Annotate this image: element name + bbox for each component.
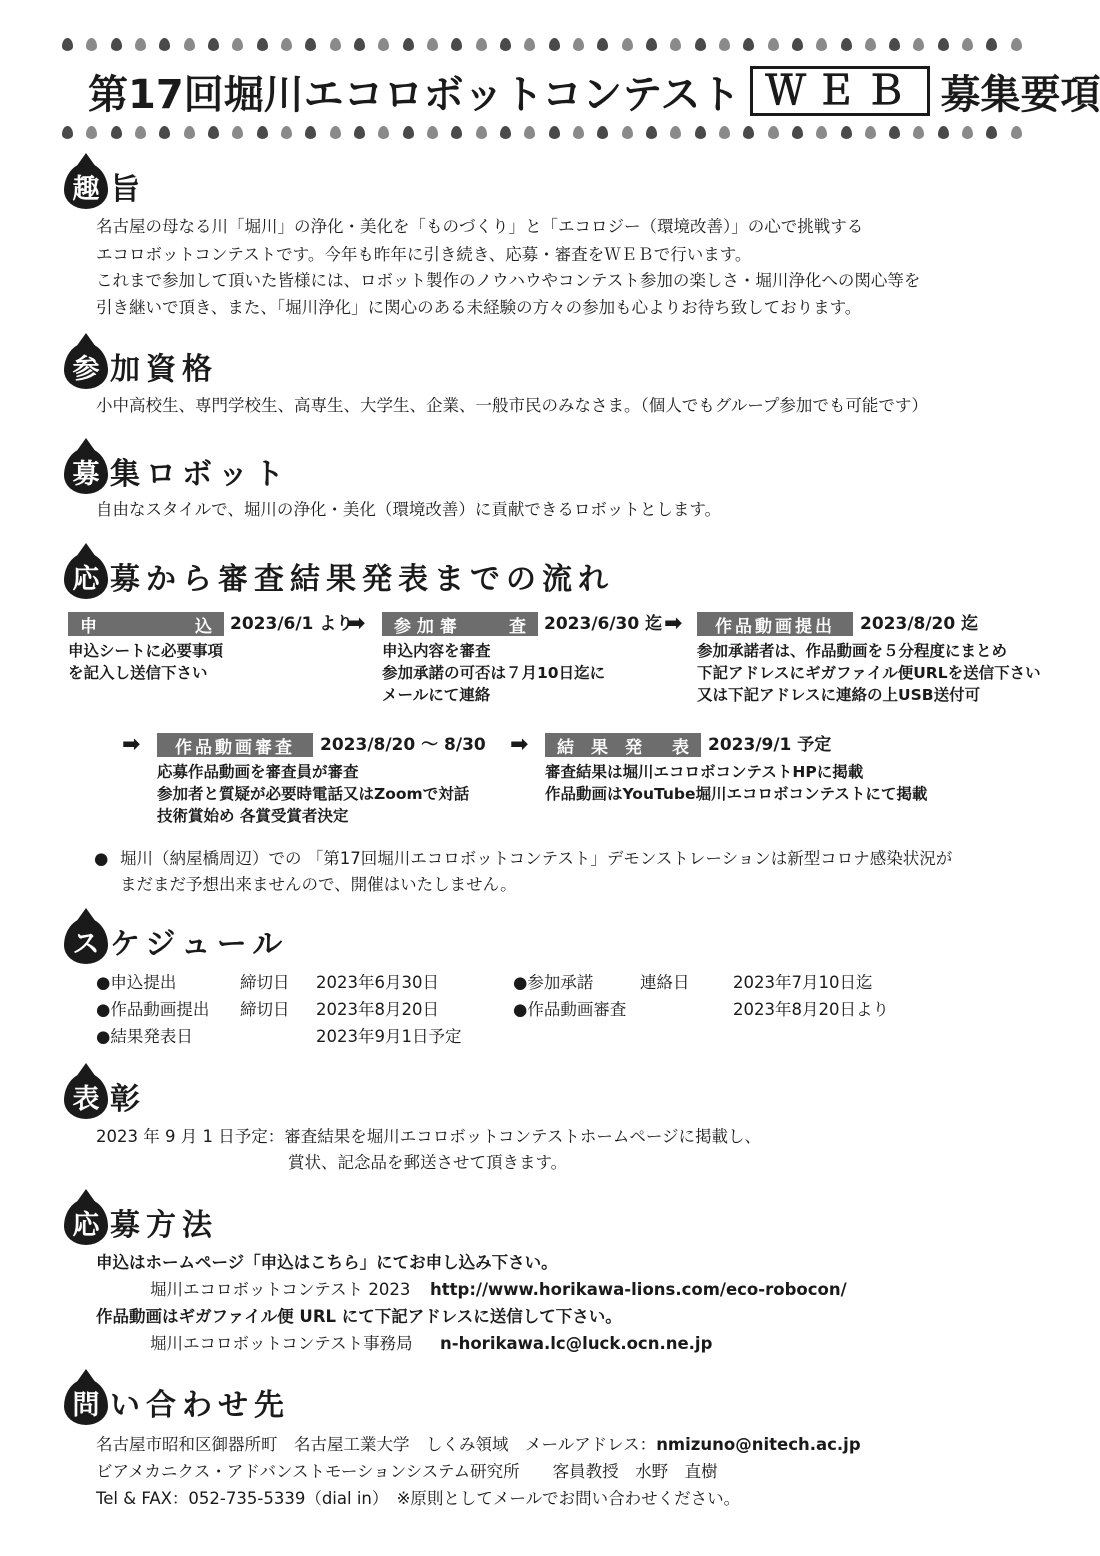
dot-ornament	[305, 126, 316, 139]
dot-ornament	[986, 126, 997, 139]
dot-ornament	[695, 38, 706, 51]
step-apply-line-1: 申込シートに必要事項	[68, 642, 224, 660]
dot-ornament	[208, 38, 219, 51]
dot-ornament	[549, 38, 560, 51]
dot-ornament	[719, 38, 730, 51]
dot-ornament	[573, 126, 584, 139]
dot-ornament	[913, 38, 924, 51]
section-heading-flow: 応 募から審査結果発表までの流れ	[64, 550, 614, 602]
method-office-name: 堀川エコロボットコンテスト事務局	[150, 1334, 413, 1353]
dot-ornament	[938, 38, 949, 51]
award-line-1: 2023 年 9 月 1 日予定：審査結果を堀川エコロボットコンテストホームページに掲載し、	[96, 1127, 762, 1146]
section-heading-purpose: 趣 旨	[64, 160, 146, 212]
drop-icon: 表	[64, 1073, 108, 1119]
dot-ornament	[257, 38, 268, 51]
title-web-box: ＷＥＢ	[750, 66, 930, 116]
robot-text: 自由なスタイルで、堀川の浄化・美化（環境改善）に貢献できるロボットとします。	[96, 500, 722, 519]
page-title	[88, 62, 1100, 120]
title-main: 第17回堀川エコロボットコンテスト	[88, 71, 741, 118]
dot-ornament	[889, 38, 900, 51]
step-submit-line-1: 参加承諾者は、作品動画を５分程度にまとめ	[697, 642, 1008, 660]
section-heading-award: 表 彰	[64, 1070, 146, 1122]
schedule-date: 2023年6月30日	[316, 973, 439, 992]
dot-ornament	[500, 126, 511, 139]
step-date-video-submit: 2023/8/20 迄	[860, 614, 979, 634]
dot-ornament	[865, 126, 876, 139]
arrow-icon: ➡	[347, 611, 366, 636]
dot-ornament	[111, 38, 122, 51]
dot-ornament	[841, 126, 852, 139]
dot-ornament	[743, 126, 754, 139]
dot-ornament	[86, 126, 97, 139]
dot-ornament	[257, 126, 268, 139]
step-date-apply: 2023/6/1 より	[230, 614, 354, 634]
dot-ornament	[768, 38, 779, 51]
dot-ornament	[816, 38, 827, 51]
drop-icon: ス	[64, 918, 108, 964]
method-line-2: 作品動画はギガファイル便 URL にて下記アドレスに送信して下さい。	[96, 1307, 622, 1326]
drop-icon: 問	[64, 1379, 108, 1425]
dot-ornament	[305, 38, 316, 51]
purpose-line-1: 名古屋の母なる川「堀川」の浄化・美化を「ものづくり」と「エコロジー（環境改善）」の心で挑戦する	[96, 217, 864, 236]
dot-ornament	[962, 126, 973, 139]
step-bar-video-submit: 作品動画提出	[697, 612, 853, 636]
dot-ornament	[719, 126, 730, 139]
step-bar-video-review: 作品動画審査	[157, 733, 313, 757]
eligibility-text: 小中高校生、専門学校生、高専生、大学生、企業、一般市民のみなさま。（個人でもグループ参加でも可能です）	[96, 396, 928, 415]
dot-ornament	[232, 38, 243, 51]
dot-ornament	[232, 126, 243, 139]
dot-ornament	[865, 38, 876, 51]
title-suffix: 募集要項	[940, 71, 1100, 118]
dot-ornament	[889, 126, 900, 139]
dot-ornament	[159, 38, 170, 51]
contact-line-1: 名古屋市昭和区御器所町 名古屋工業大学 しくみ領域 メールアドレス：nmizuno@nitech.ac.jp	[96, 1435, 861, 1454]
dot-ornament	[354, 126, 365, 139]
dot-ornament	[184, 126, 195, 139]
step-apply-line-2: を記入し送信下さい	[68, 664, 208, 682]
dot-ornament	[451, 38, 462, 51]
dot-ornament	[646, 126, 657, 139]
dot-ornament	[354, 38, 365, 51]
dot-ornament	[597, 38, 608, 51]
step-bar-results: 結 果 発 表	[545, 733, 701, 757]
step-date-video-review: 2023/8/20 ～ 8/30	[320, 735, 486, 755]
step-bar-review: 参 加 審 査	[382, 612, 538, 636]
dot-ornament	[208, 126, 219, 139]
dot-ornament	[597, 126, 608, 139]
dot-ornament	[281, 38, 292, 51]
drop-icon: 応	[64, 553, 108, 599]
step-bar-apply: 申 込	[68, 612, 224, 636]
dot-ornament	[184, 38, 195, 51]
step-submit-line-3: 又は下記アドレスに連絡の上USB送付可	[697, 686, 981, 704]
method-email-link[interactable]: n-horikawa.lc@luck.ocn.ne.jp	[440, 1334, 713, 1353]
dot-ornament	[792, 126, 803, 139]
dot-ornament	[1011, 126, 1022, 139]
dot-ornament	[111, 126, 122, 139]
dot-ornament	[476, 126, 487, 139]
dot-ornament	[646, 38, 657, 51]
drop-icon: 趣	[64, 163, 108, 209]
award-line-2: 賞状、記念品を郵送させて頂きます。	[288, 1153, 568, 1172]
drop-icon: 参	[64, 343, 108, 389]
step-submit-line-2: 下記アドレスにギガファイル便URLを送信下さい	[697, 664, 1041, 682]
step-results-line-2: 作品動画はYouTube堀川エコロボコンテストにて掲載	[545, 785, 928, 803]
contact-line-3: Tel & FAX：052-735-5339（dial in） ※原則としてメールでお問い合わせください。	[96, 1489, 741, 1508]
schedule-date: 2023年8月20日	[316, 1000, 439, 1019]
dot-ornament	[841, 38, 852, 51]
dot-ornament	[330, 38, 341, 51]
dot-ornament	[403, 126, 414, 139]
arrow-icon: ➡	[664, 611, 683, 636]
dot-ornament	[792, 38, 803, 51]
dot-ornament	[451, 126, 462, 139]
dot-ornament	[549, 126, 560, 139]
dot-ornament	[670, 126, 681, 139]
notice-bullet-icon: ●	[94, 849, 109, 868]
dot-ornament	[378, 126, 389, 139]
purpose-line-4: 引き継いで頂き、また、「堀川浄化」に関心のある未経験の方々の参加も心よりお待ち致しております。	[96, 298, 862, 317]
section-heading-method: 応 募方法	[64, 1196, 218, 1248]
drop-icon: 応	[64, 1199, 108, 1245]
arrow-icon: ➡	[122, 732, 141, 757]
schedule-kind: 締切日	[240, 1000, 290, 1019]
method-site-name: 堀川エコロボットコンテスト 2023	[150, 1280, 411, 1299]
dot-ornament	[330, 126, 341, 139]
notice-line-2: まだまだ予想出来ませんので、開催はいたしません。	[120, 875, 517, 894]
schedule-item: ●申込提出	[96, 973, 177, 992]
step-review-line-1: 申込内容を審査	[382, 642, 491, 660]
dot-ornament	[816, 126, 827, 139]
dot-ornament	[476, 38, 487, 51]
dot-ornament	[622, 126, 633, 139]
step-vreview-line-3: 技術賞始め 各賞受賞者決定	[157, 807, 349, 825]
schedule-kind: 締切日	[240, 973, 290, 992]
schedule-item: ●結果発表日	[96, 1027, 193, 1046]
schedule-item: ●参加承諾	[513, 973, 594, 992]
schedule-date: 2023年8月20日より	[733, 1000, 889, 1019]
section-heading-schedule: ス ケジュール	[64, 915, 288, 967]
section-heading-robot: 募 集ロボット	[64, 445, 290, 497]
purpose-line-2: エコロボットコンテストです。今年も昨年に引き続き、応募・審査をＷＥＢで行います。	[96, 245, 752, 264]
dot-ornament	[427, 126, 438, 139]
step-vreview-line-2: 参加者と質疑が必要時電話又はZoomで対話	[157, 785, 470, 803]
bottom-dot-border	[62, 126, 1022, 140]
section-heading-contact: 問 い合わせ先	[64, 1376, 290, 1428]
dot-ornament	[281, 126, 292, 139]
section-heading-eligibility: 参 加資格	[64, 340, 218, 392]
dot-ornament	[62, 38, 73, 51]
dot-ornament	[670, 38, 681, 51]
dot-ornament	[962, 38, 973, 51]
dot-ornament	[62, 126, 73, 139]
dot-ornament	[913, 126, 924, 139]
dot-ornament	[524, 38, 535, 51]
dot-ornament	[743, 38, 754, 51]
top-dot-border	[62, 38, 1022, 52]
dot-ornament	[378, 38, 389, 51]
schedule-item: ●作品動画審査	[513, 1000, 627, 1019]
dot-ornament	[500, 38, 511, 51]
step-vreview-line-1: 応募作品動画を審査員が審査	[157, 763, 359, 781]
dot-ornament	[938, 126, 949, 139]
dot-ornament	[135, 38, 146, 51]
method-url-link[interactable]: http://www.horikawa-lions.com/eco-robocon/	[430, 1280, 847, 1299]
dot-ornament	[768, 126, 779, 139]
dot-ornament	[573, 38, 584, 51]
contact-line-2: ビアメカニクス・アドバンストモーションシステム研究所 客員教授 水野 直樹	[96, 1462, 718, 1481]
schedule-date: 2023年9月1日予定	[316, 1027, 462, 1046]
dot-ornament	[1011, 38, 1022, 51]
dot-ornament	[86, 38, 97, 51]
dot-ornament	[403, 38, 414, 51]
step-date-results: 2023/9/1 予定	[708, 735, 832, 755]
step-results-line-1: 審査結果は堀川エコロボコンテストHPに掲載	[545, 763, 864, 781]
step-date-review: 2023/6/30 迄	[544, 614, 663, 634]
dot-ornament	[695, 126, 706, 139]
purpose-line-3: これまで参加して頂いた皆様には、ロボット製作のノウハウやコンテスト参加の楽しさ・堀川浄化への関心等を	[96, 271, 921, 290]
drop-icon: 募	[64, 448, 108, 494]
dot-ornament	[159, 126, 170, 139]
schedule-item: ●作品動画提出	[96, 1000, 210, 1019]
dot-ornament	[986, 38, 997, 51]
contact-email-link[interactable]: nmizuno@nitech.ac.jp	[656, 1435, 861, 1454]
arrow-icon: ➡	[510, 732, 529, 757]
dot-ornament	[524, 126, 535, 139]
dot-ornament	[622, 38, 633, 51]
notice-line-1: 堀川（納屋橋周辺）での 「第17回堀川エコロボットコンテスト」デモンストレーションは新型コロナ感染状況が	[120, 849, 953, 868]
method-line-1: 申込はホームページ「申込はこちら」にてお申し込み下さい。	[96, 1253, 558, 1272]
schedule-kind: 連絡日	[640, 973, 690, 992]
schedule-date: 2023年7月10日迄	[733, 973, 873, 992]
dot-ornament	[135, 126, 146, 139]
dot-ornament	[427, 38, 438, 51]
step-review-line-3: メールにて連絡	[382, 686, 491, 704]
step-review-line-2: 参加承諾の可否は７月10日迄に	[382, 664, 606, 682]
